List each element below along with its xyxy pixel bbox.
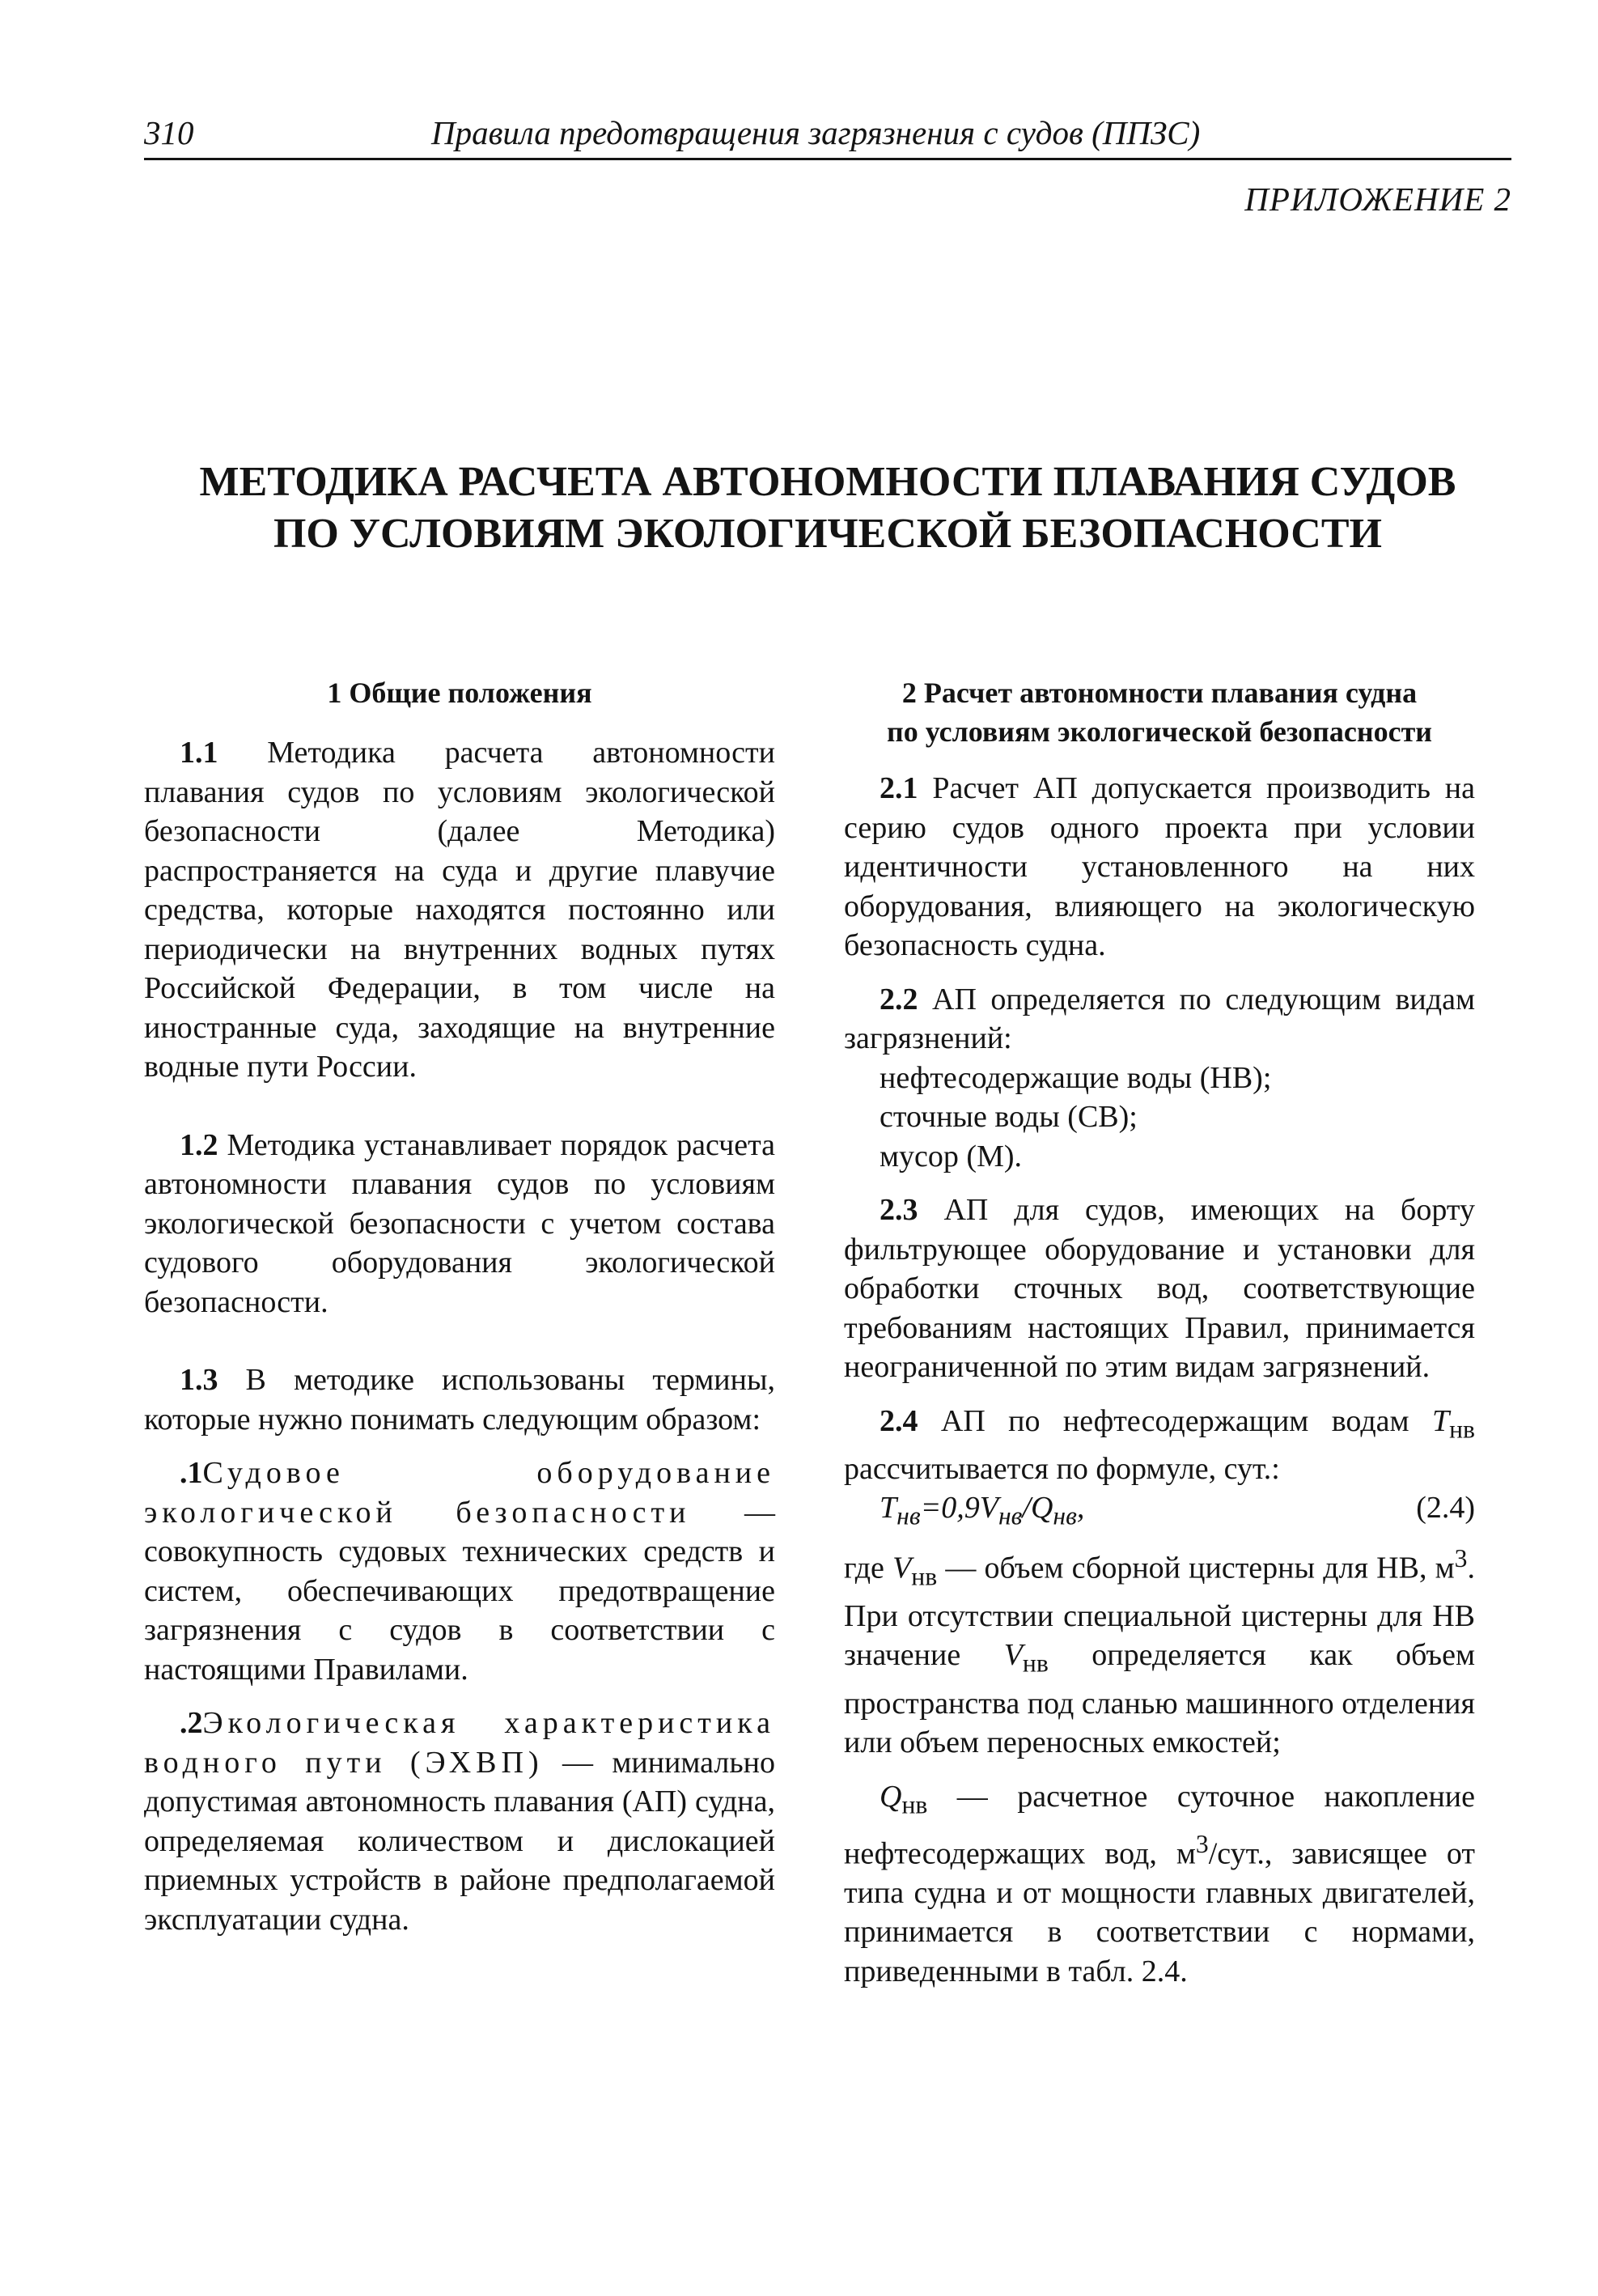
- running-title: Правила предотвращения загрязнения с судов (ППЗС): [431, 114, 1201, 151]
- list-item: нефтесодержащие воды (НВ);: [880, 1060, 1272, 1095]
- section-1-heading: 1 Общие положения: [327, 677, 592, 709]
- list-item: мусор (М).: [880, 1139, 1023, 1173]
- paragraph-2-3: 2.3 АП для судов, имеющих на борту фильтрующее оборудование и установки для обработки сточных вод, соответствующие требованиям настоящих Правил, принимается неограниченной по этим видам загрязнений.: [844, 1193, 1475, 1384]
- paragraph-2-1: 2.1 Расчет АП допускается производить на серию судов одного проекта при условии идентичности установленного на них оборудования, влияющего на экологическую безопасность судна.: [844, 771, 1475, 962]
- formula-expression: $Т_{нв}=0,9V_{нв}/Q_{нв}$,: [880, 1491, 1085, 1530]
- title-line-1: МЕТОДИКА РАСЧЕТА АВТОНОМНОСТИ ПЛАВАНИЯ СУДОВ: [199, 459, 1456, 505]
- term-2: .2Экологическая характеристика водного пути (ЭХВП) — минимально допустимая автономность плавания (АП) судна, определяемая количеством и дислокацией приемных устройств в районе предполагаемой эксплуатации судна.: [144, 1706, 776, 1937]
- formula-2-4: [844, 1488, 1475, 1536]
- title-line-2: ПО УСЛОВИЯМ ЭКОЛОГИЧЕСКОЙ БЕЗОПАСНОСТИ: [273, 511, 1382, 557]
- paragraph-1-3: 1.3 В методике использованы термины, которые нужно понимать следующим образом:: [144, 1363, 775, 1437]
- header-rule: [144, 158, 1511, 160]
- paragraph-1-1: 1.1 Методика расчета автономности плавания судов по условиям экологической безопасности (далее Методика) распространяется на суда и другие плавучие средства, которые находятся постоянно или периодически на внутренних водных путях Российской Федерации, в том числе на иностранные суда, заходящие на внутренние водные пути России.: [144, 736, 775, 1084]
- term-1: .1Судовое оборудование экологической безопасности — совокупность судовых технических средств и систем, обеспечивающих предотвращение загрязнения с судов в соответствии с настоящими Правилами.: [144, 1456, 775, 1687]
- paragraph-2-2: 2.2 АП определяется по следующим видам загрязнений:: [844, 982, 1475, 1055]
- page-number: 310: [144, 114, 194, 151]
- formula-number: (2.4): [1416, 1491, 1475, 1526]
- section-2-heading: 2 Расчет автономности плавания судна по условиям экологической безопасности: [886, 677, 1433, 748]
- left-column: [144, 673, 775, 1939]
- pollution-list: [844, 1059, 1475, 1177]
- formula-explanation-q: $Q_{нв}$ — расчетное суточное накопление нефтесодержащих вод, $м^3$/сут., зависящее от типа судна и от мощности главных двигателей, принимается в соответствии с нормами, приведенными в табл. 2.4.: [844, 1779, 1475, 1988]
- page-header: [144, 113, 1511, 160]
- right-column: [844, 673, 1475, 1991]
- paragraph-2-4: 2.4 АП по нефтесодержащим водам $Т_{нв}$ рассчитывается по формуле, сут.:: [844, 1403, 1475, 1486]
- formula-explanation-v: где $V_{нв}$ — объем сборной цистерны для НВ, $м^3$. При отсутствии специальной цистерны для НВ значение $V_{нв}$ определяется как объем пространства под сланью машинного отделения или объем переносных емкостей;: [844, 1544, 1475, 1760]
- list-item: сточные воды (СВ);: [880, 1100, 1138, 1134]
- document-title: [144, 456, 1511, 560]
- paragraph-1-2: 1.2 Методика устанавливает порядок расчета автономности плавания судов по условиям экологической безопасности с учетом состава судового оборудования экологической безопасности.: [144, 1127, 775, 1319]
- appendix-label: ПРИЛОЖЕНИЕ 2: [1244, 180, 1511, 218]
